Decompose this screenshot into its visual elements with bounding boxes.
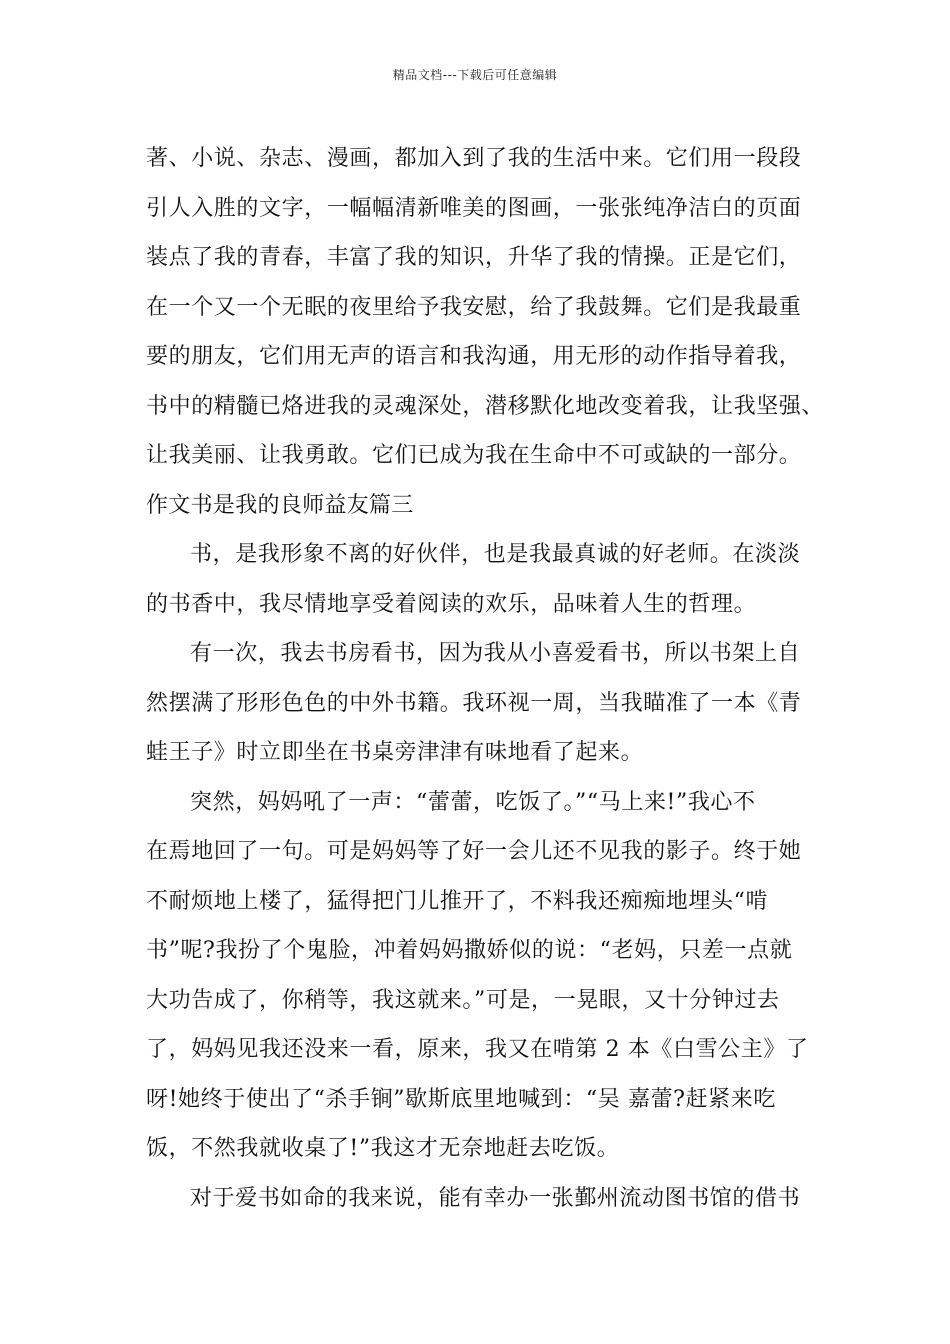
text-line: 呀!她终于使出了“杀手锏”歇斯底里地喊到：“吴 嘉蕾?赶紧来吃 <box>146 1086 776 1112</box>
text-line: 书中的精髓已烙进我的灵魂深处，潜移默化地改变着我，让我坚强、 <box>146 393 825 419</box>
text-line: 不耐烦地上楼了，猛得把门儿推开了，不料我还痴痴地埋头“啃 <box>146 888 769 914</box>
text-line: 对于爱书如命的我来说，能有幸办一张鄞州流动图书馆的借书 <box>190 1185 801 1211</box>
section-heading: 作文书是我的良师益友篇三 <box>146 492 414 518</box>
text-line: 有一次，我去书房看书，因为我从小喜爱看书，所以书架上自 <box>190 641 801 666</box>
text-line: 让我美丽、让我勇敢。它们已成为我在生命中不可或缺的一部分。 <box>146 443 802 468</box>
text-line: 突然，妈妈吼了一声：“蕾蕾，吃饭了。”“马上来!”我心不 <box>190 789 756 815</box>
text-line: 在焉地回了一句。可是妈妈等了好一会儿还不见我的影子。终于她 <box>146 839 802 864</box>
text-line: 书，是我形象不离的好伙伴，也是我最真诚的好老师。在淡淡 <box>190 542 801 567</box>
text-line: 大功告成了，你稍等，我这就来。”可是，一晃眼，又十分钟过去 <box>146 987 780 1013</box>
text-line: 在一个又一个无眠的夜里给予我安慰，给了我鼓舞。它们是我最重 <box>146 294 802 320</box>
text-line: 饭，不然我就收桌了!”我这才无奈地赶去吃饭。 <box>146 1136 620 1161</box>
page-header: 精品文档---下载后可任意编辑 <box>392 68 558 82</box>
text-line: 的书香中，我尽情地享受着阅读的欢乐，品味着人生的哲理。 <box>146 591 757 617</box>
text-line: 引人入胜的文字，一幅幅清新唯美的图画，一张张纯净洁白的页面 <box>146 195 802 221</box>
text-line: 书”呢?我扮了个鬼脸，冲着妈妈撒娇似的说：“老妈，只差一点就 <box>146 938 793 963</box>
text-line: 装点了我的青春，丰富了我的知识，升华了我的情操。正是它们， <box>146 245 802 270</box>
text-line: 蛙王子》时立即坐在书桌旁津津有味地看了起来。 <box>146 740 644 765</box>
text-line: 了，妈妈见我还没来一看，原来，我又在啃第 2 本《白雪公主》了 <box>146 1037 809 1062</box>
document-body <box>146 134 825 1223</box>
text-line: 要的朋友，它们用无声的语言和我沟通，用无形的动作指导着我， <box>146 344 802 369</box>
text-line: 然摆满了形形色色的中外书籍。我环视一周，当我瞄准了一本《青 <box>146 690 802 716</box>
text-line: 著、小说、杂志、漫画，都加入到了我的生活中来。它们用一段段 <box>146 146 802 171</box>
